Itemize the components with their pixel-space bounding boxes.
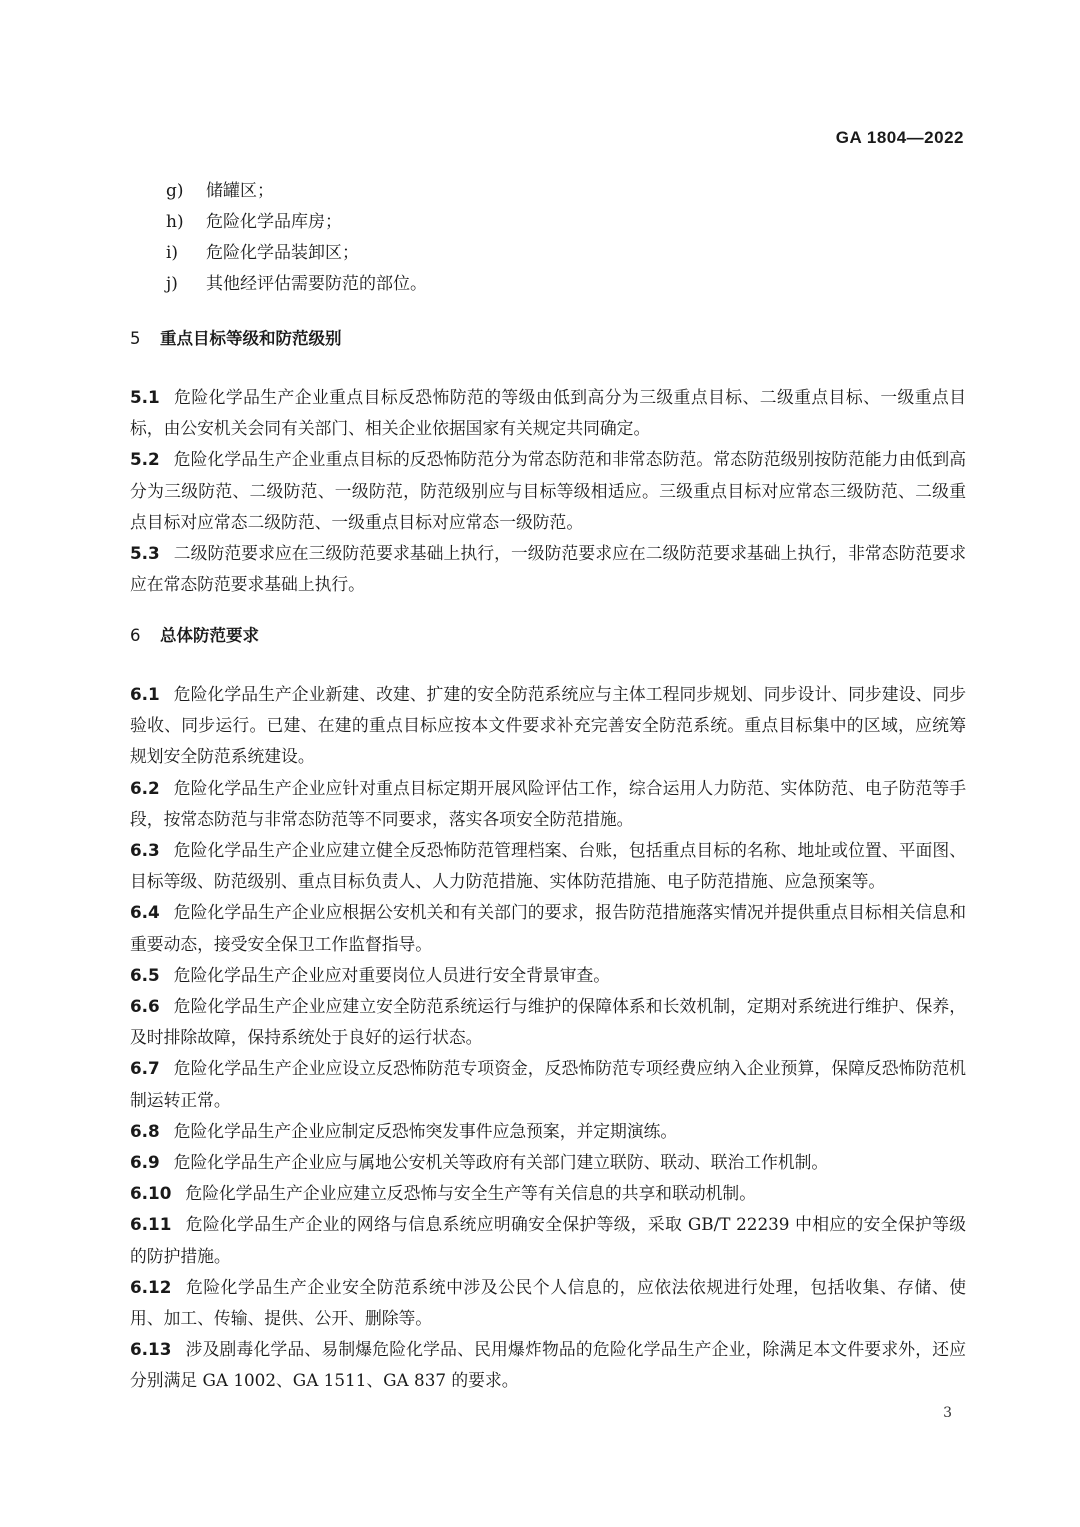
clause-text: 危险化学品生产企业应建立反恐怖与安全生产等有关信息的共享和联动机制。 (185, 1183, 756, 1204)
clause-text: 危险化学品生产企业应制定反恐怖突发事件应急预案，并定期演练。 (173, 1120, 678, 1141)
clause-text: 危险化学品生产企业的网络与信息系统应明确安全保护等级，采取 GB/T 22239 中相应的安全保护等级的防护措施。 (130, 1214, 966, 1266)
list-item-text: 危险化学品库房； (206, 212, 342, 232)
clause-6-10 (130, 1178, 966, 1209)
clause-number: 6.1 (130, 684, 160, 704)
section-title: 重点目标等级和防范级别 (160, 329, 342, 348)
list-item-text: 危险化学品装卸区； (206, 243, 359, 263)
clause-text: 危险化学品生产企业重点目标的反恐怖防范分为常态防范和非常态防范。常态防范级别按防范能力由低到高分为三级防范、二级防范、一级防范，防范级别应与目标等级相适应。三级重点目标对应常态三级防范、二级重点目标对应常态二级防范、一级重点目标对应常态一级防范。 (130, 449, 966, 532)
clause-number: 6.8 (130, 1120, 160, 1141)
clause-text: 涉及剧毒化学品、易制爆危险化学品、民用爆炸物品的危险化学品生产企业，除满足本文件要求外，还应分别满足 GA 1002、GA 1511、GA 837 的要求。 (130, 1339, 966, 1391)
list-item-label: i) (166, 243, 179, 263)
clause-number: 6.5 (130, 964, 160, 985)
clause-number: 6.6 (130, 996, 160, 1017)
section-6-heading (130, 624, 259, 648)
list-item (166, 269, 427, 300)
clause-6-1 (130, 679, 966, 773)
clause-text: 二级防范要求应在三级防范要求基础上执行，一级防范要求应在二级防范要求基础上执行，非常态防范要求应在常态防范要求基础上执行。 (130, 543, 966, 595)
clause-number: 6.11 (130, 1214, 172, 1235)
clause-number: 5.1 (130, 387, 160, 407)
clause-6-3 (130, 835, 966, 897)
clause-6-5 (130, 960, 966, 991)
page-number: 3 (943, 1405, 952, 1421)
clause-6-2 (130, 773, 966, 835)
clause-number: 6.12 (130, 1276, 172, 1297)
clause-5-3 (130, 538, 966, 600)
clause-6-11 (130, 1209, 966, 1271)
location-list (166, 176, 427, 300)
clause-text: 危险化学品生产企业应设立反恐怖防范专项资金，反恐怖防范专项经费应纳入企业预算，保障反恐怖防范机制运转正常。 (130, 1058, 966, 1110)
clause-number: 6.3 (130, 840, 160, 861)
list-item (166, 238, 427, 269)
clause-5-2 (130, 444, 966, 538)
clause-text: 危险化学品生产企业应与属地公安机关等政府有关部门建立联防、联动、联治工作机制。 (173, 1152, 829, 1173)
list-item-label: g) (166, 181, 184, 201)
clause-number: 6.2 (130, 777, 160, 798)
list-item-label: j) (166, 274, 178, 294)
clause-number: 5.3 (130, 543, 160, 564)
clause-number: 6.9 (130, 1152, 160, 1173)
clause-text: 危险化学品生产企业应针对重点目标定期开展风险评估工作，综合运用人力防范、实体防范、电子防范等手段，按常态防范与非常态防范等不同要求，落实各项安全防范措施。 (130, 777, 966, 829)
list-item (166, 176, 427, 207)
section-number: 5 (130, 329, 141, 348)
clause-text: 危险化学品生产企业安全防范系统中涉及公民个人信息的，应依法依规进行处理，包括收集、存储、使用、加工、传输、提供、公开、删除等。 (130, 1276, 966, 1329)
clause-6-4 (130, 897, 966, 959)
clause-6-13 (130, 1334, 966, 1396)
clause-number: 5.2 (130, 449, 160, 470)
clause-number: 6.10 (130, 1183, 172, 1204)
section-5-clauses (130, 382, 966, 600)
section-number: 6 (130, 626, 141, 645)
clause-6-6 (130, 991, 966, 1053)
clause-text: 危险化学品生产企业新建、改建、扩建的安全防范系统应与主体工程同步规划、同步设计、同步建设、同步验收、同步运行。已建、在建的重点目标应按本文件要求补充完善安全防范系统。重点目标集中的区域，应统筹规划安全防范系统建设。 (130, 684, 966, 767)
clause-number: 6.13 (130, 1339, 172, 1360)
clause-6-12 (130, 1272, 966, 1334)
list-item-text: 其他经评估需要防范的部位。 (206, 274, 427, 294)
clause-6-7 (130, 1053, 966, 1115)
clause-6-8 (130, 1116, 966, 1147)
clause-number: 6.4 (130, 902, 160, 923)
list-item-text: 储罐区； (206, 181, 274, 201)
list-item-label: h) (166, 212, 184, 232)
standard-code: GA 1804—2022 (835, 128, 964, 147)
clause-text: 危险化学品生产企业应根据公安机关和有关部门的要求，报告防范措施落实情况并提供重点目标相关信息和重要动态，接受安全保卫工作监督指导。 (130, 902, 966, 954)
clause-6-9 (130, 1147, 966, 1178)
section-6-clauses (130, 679, 966, 1397)
list-item (166, 207, 427, 238)
clause-text: 危险化学品生产企业应对重要岗位人员进行安全背景审查。 (173, 964, 611, 985)
clause-text: 危险化学品生产企业应建立健全反恐怖防范管理档案、台账，包括重点目标的名称、地址或位置、平面图、目标等级、防范级别、重点目标负责人、人力防范措施、实体防范措施、电子防范措施、应急预案等。 (130, 840, 966, 892)
clause-text: 危险化学品生产企业重点目标反恐怖防范的等级由低到高分为三级重点目标、二级重点目标、一级重点目标，由公安机关会同有关部门、相关企业依据国家有关规定共同确定。 (130, 387, 966, 439)
section-title: 总体防范要求 (160, 626, 259, 645)
clause-number: 6.7 (130, 1058, 160, 1079)
section-5-heading (130, 327, 342, 351)
clause-text: 危险化学品生产企业应建立安全防范系统运行与维护的保障体系和长效机制，定期对系统进行维护、保养，及时排除故障，保持系统处于良好的运行状态。 (130, 996, 966, 1048)
clause-5-1 (130, 382, 966, 444)
